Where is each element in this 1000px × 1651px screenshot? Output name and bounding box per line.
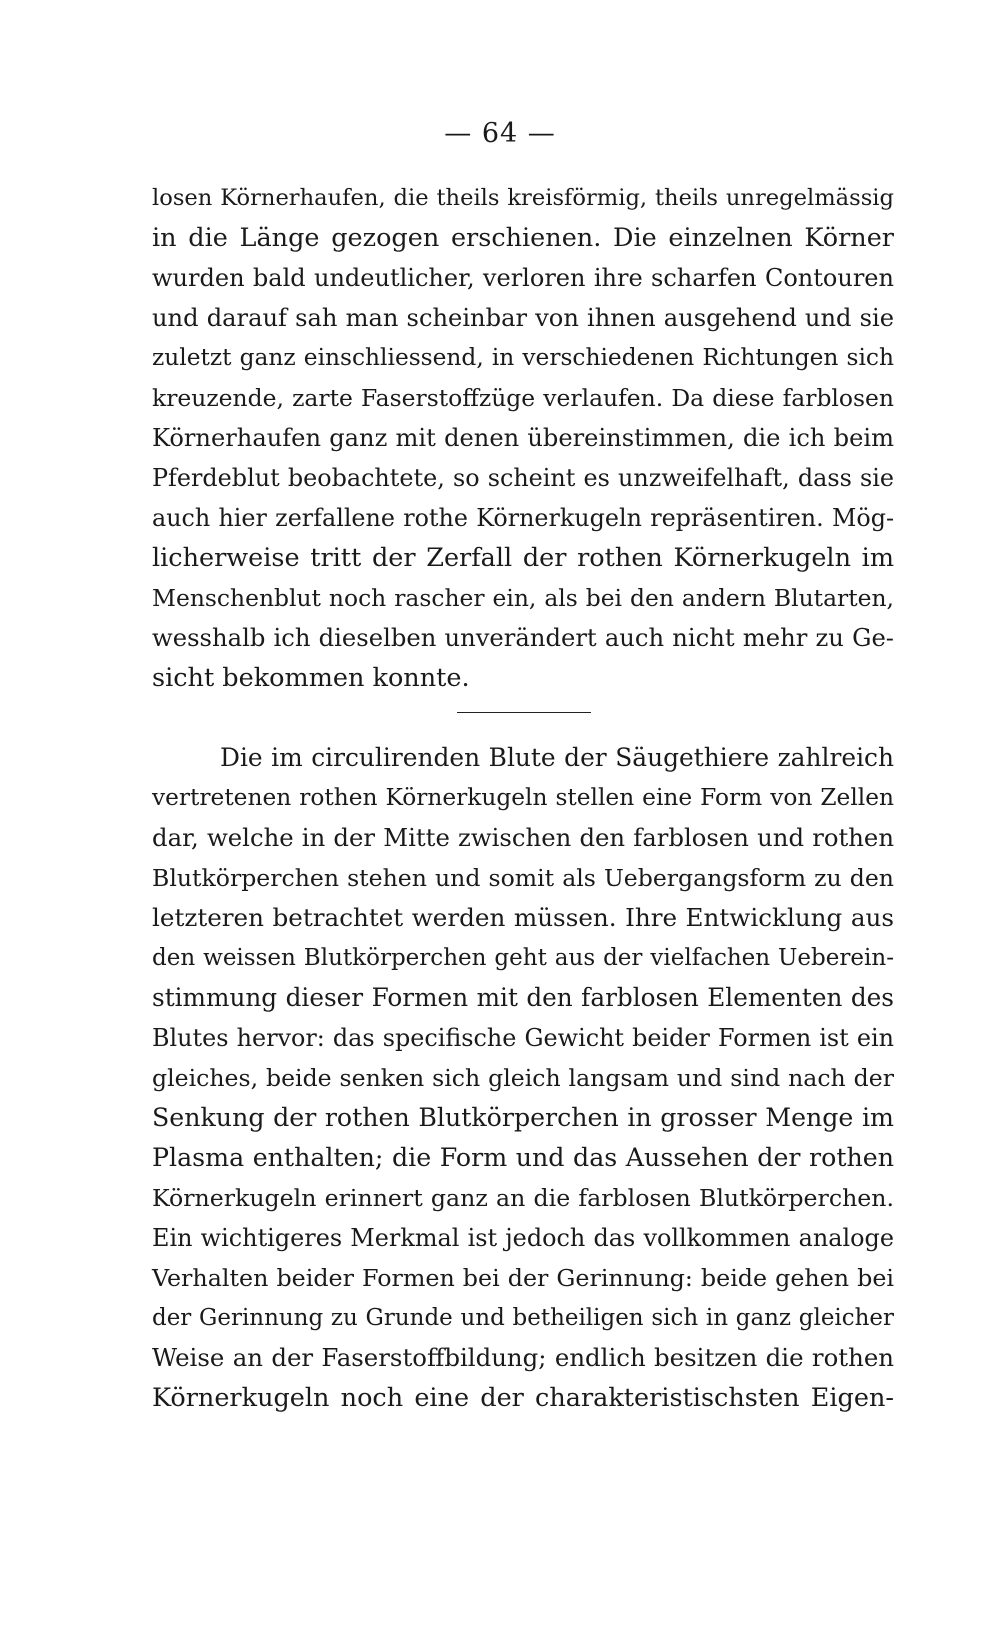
- text-line: zuletzt ganz einschliessend, in verschiedenen Richtungen sich: [152, 344, 894, 371]
- paragraph-2: [152, 738, 894, 1418]
- section-divider: [457, 712, 591, 713]
- text-line: wurden bald undeutlicher, verloren ihre scharfen Contouren: [152, 264, 894, 292]
- text-line: stimmung dieser Formen mit den farblosen Elementen des: [152, 983, 894, 1012]
- text-line: in die Länge gezogen erschienen. Die einzelnen Körner: [152, 223, 894, 253]
- text-line: sicht bekommen konnte.: [152, 663, 470, 693]
- text-line: Plasma enthalten; die Form und das Aussehen der rothen: [152, 1143, 894, 1172]
- text-line: vertretenen rothen Körnerkugeln stellen eine Form von Zellen: [152, 784, 894, 811]
- paragraph-1: [152, 178, 894, 698]
- text-line: Verhalten beider Formen bei der Gerinnung: beide gehen bei: [152, 1264, 894, 1292]
- page-number: — 64 —: [444, 118, 556, 149]
- text-line: kreuzende, zarte Faserstoffzüge verlaufen. Da diese farblosen: [152, 384, 894, 412]
- text-line: Körnerhaufen ganz mit denen übereinstimmen, die ich beim: [152, 424, 894, 452]
- text-line: Weise an der Faserstoffbildung; endlich besitzen die rothen: [152, 1343, 894, 1372]
- text-line: auch hier zerfallene rothe Körnerkugeln repräsentiren. Mög-: [152, 504, 894, 532]
- text-line: Senkung der rothen Blutkörperchen in grosser Menge im: [152, 1103, 894, 1132]
- text-line: der Gerinnung zu Grunde und betheiligen sich in ganz gleicher: [152, 1305, 894, 1331]
- text-line: Blutes hervor: das specifische Gewicht beider Formen ist ein: [152, 1024, 894, 1052]
- text-line: Pferdeblut beobachtete, so scheint es unzweifelhaft, dass sie: [152, 464, 894, 492]
- text-line: den weissen Blutkörperchen geht aus der vielfachen Ueberein-: [152, 945, 894, 971]
- text-line: licherweise tritt der Zerfall der rothen Körnerkugeln im: [152, 543, 894, 573]
- text-line: Körnerkugeln erinnert ganz an die farblosen Blutkörperchen.: [152, 1184, 894, 1212]
- text-line: und darauf sah man scheinbar von ihnen ausgehend und sie: [152, 304, 894, 332]
- text-line: losen Körnerhaufen, die theils kreisförmig, theils unregelmässig: [152, 185, 894, 211]
- text-line: gleiches, beide senken sich gleich langsam und sind nach der: [152, 1064, 894, 1092]
- text-line: Menschenblut noch rascher ein, als bei den andern Blutarten,: [152, 584, 894, 612]
- text-line: letzteren betrachtet werden müssen. Ihre Entwicklung aus: [152, 903, 894, 932]
- text-line: Die im circulirenden Blute der Säugethiere zahlreich: [220, 743, 894, 772]
- text-line: dar, welche in der Mitte zwischen den farblosen und rothen: [152, 823, 894, 852]
- text-line: wesshalb ich dieselben unverändert auch nicht mehr zu Ge-: [152, 623, 894, 652]
- text-line: Körnerkugeln noch eine der charakteristischsten Eigen-: [152, 1383, 894, 1413]
- text-line: Blutkörperchen stehen und somit als Uebergangsform zu den: [152, 864, 894, 892]
- text-line: Ein wichtigeres Merkmal ist jedoch das vollkommen analoge: [152, 1224, 894, 1252]
